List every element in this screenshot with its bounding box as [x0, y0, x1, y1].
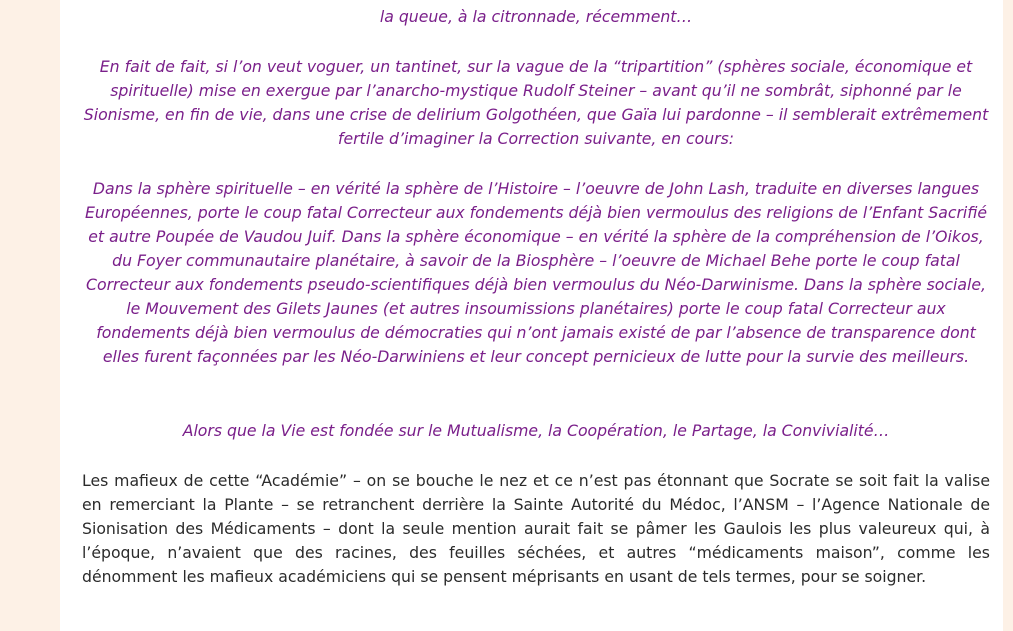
quote-paragraph-vie: Alors que la Vie est fondée sur le Mutualisme, la Coopération, le Partage, la Convivialité…: [182, 421, 890, 440]
body-paragraph-mafieux: Les mafieux de cette “Académie” – on se bouche le nez et ce n’est pas étonnant que Socrate se soit fait la valise en remerciant la Plante – se retranchent derrière la Sainte Autorité du Médoc, l’ANSM – l’Agence Nationale de Sionisation des Médicaments – dont la seule mention aurait fait se pâmer les Gaulois les plus valeureux qui, à l’époque, n’avaient que des racines, des feuilles séchées, et autres “médicaments maison”, comme les dénomment les mafieux académiciens qui se pensent méprisants en usant de tels termes, pour se soigner.: [82, 471, 990, 586]
quote-paragraph-spheres: Dans la sphère spirituelle – en vérité la sphère de l’Histoire – l’oeuvre de John Lash, traduite en diverses langues Européennes, porte le coup fatal Correcteur aux fondements déjà bien vermoulus des religions de l’Enfant Sacrifié et autre Poupée de Vaudou Juif. Dans la sphère économique – en vérité la sphère de la compréhension de l’Oikos, du Foyer communautaire planétaire, à savoir de la Biosphère – l’oeuvre de Michael Behe porte le coup fatal Correcteur aux fondements pseudo-scientifiques déjà bien vermoulus du Néo-Darwinisme. Dans la sphère sociale, le Mouvement des Gilets Jaunes (et autres insoumissions planétaires) porte le coup fatal Correcteur aux fondements déjà bien vermoulus de démocraties qui n’ont jamais existé de par l’absence de transparence dont elles furent façonnées par les Néo-Darwiniens et leur concept pernicieux de lutte pour la survie des meilleurs.: [84, 179, 988, 366]
quote-paragraph-intro: la queue, à la citronnade, récemment…: [379, 7, 693, 26]
quote-paragraph-tripartition: En fait de fait, si l’on veut voguer, un tantinet, sur la vague de la “tripartition” (sphères sociale, économique et spirituelle) mise en exergue par l’anarcho-mystique Rudolf Steiner – avant qu’il ne sombrât, siphonné par le Sionisme, en fin de vie, dans une crise de delirium Golgothéen, que Gaïa lui pardonne – il semblerait extrêmement fertile d’imaginer la Correction suivante, en cours:: [83, 57, 989, 148]
article-page: [60, 0, 1003, 631]
